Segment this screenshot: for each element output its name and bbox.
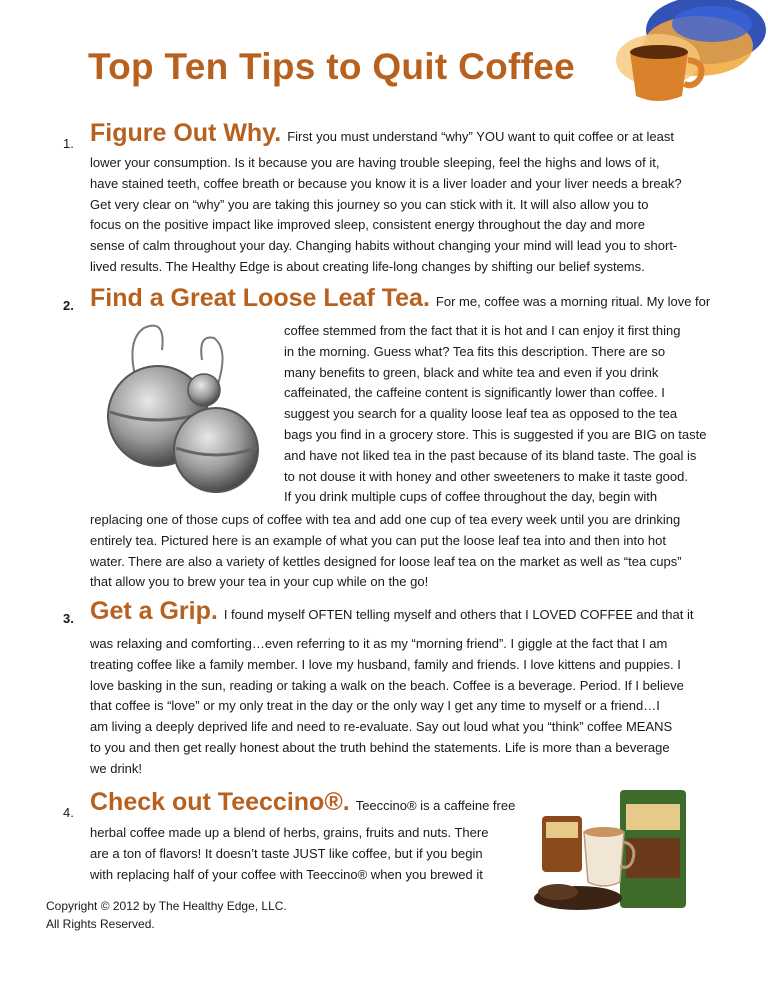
tip-1-number: 1. [63, 136, 74, 151]
tip-3-heading [90, 597, 693, 626]
tip-1-line: lower your consumption. Is it because you are having trouble sleeping, feel the highs and lows of it, [90, 155, 660, 170]
tip-2-title: Find a Great Loose Leaf Tea. [90, 284, 430, 312]
tip-3-line: love basking in the sun, reading or taking a walk on the beach. Coffee is a beverage. Period. If I believe [90, 677, 684, 693]
tip-2-side-body [284, 321, 744, 508]
tip-1-line: sense of calm throughout your day. Changing habits without changing your mind will lead you to short- [90, 238, 678, 254]
tip-3-line: am living a deeply deprived life and need to re-evaluate. Say out loud what you “think” coffee MEANS [90, 719, 673, 735]
rights-line: All Rights Reserved. [46, 917, 155, 931]
tip-1-line: lived results. The Healthy Edge is about creating life-long changes by shifting our belief systems. [90, 258, 645, 274]
tip-4-title: Check out Teeccino®. [90, 788, 350, 816]
tip-3-line: we drink! [90, 760, 143, 776]
copyright-footer [46, 897, 287, 933]
tip-1-line: have stained teeth, coffee breath or because you know it is a liver loader and your liver needs a break? [90, 175, 682, 191]
tip-2-lead: For me, coffee was a morning ritual. My love for [435, 294, 711, 309]
tip-3-line: that coffee is “love” or my only treat in the day or the only way I get any time to myself or a friend…I [90, 698, 660, 714]
tip-4-number: 4. [63, 805, 74, 820]
tip-2-side-line: caffeinated, the caffeine content is significantly lower than coffee. I [284, 385, 665, 401]
tip-3-lead: I found myself OFTEN telling myself and others that I LOVED COFFEE and that it [223, 607, 694, 622]
tip-2-side-line: If you drink multiple cups of coffee throughout the day, begin with [284, 489, 658, 505]
tip-2-side-line: to not douse it with honey and other sweeteners to make it taste good. [284, 468, 688, 484]
page-title: Top Ten Tips to Quit Coffee [88, 46, 576, 87]
tip-3-title: Get a Grip. [90, 597, 218, 625]
tip-2-side-line: and have not liked tea in the past because of its bland taste. The goal is [284, 447, 697, 463]
tip-1-body [90, 153, 740, 278]
coffee-cup-logo [588, 0, 768, 110]
teeccino-product-image [528, 786, 692, 916]
tip-1-line: Get very clear on “why” you are taking this journey so you can stick with it. It will also allow you to [90, 196, 649, 212]
tip-4-line: are a ton of flavors! It doesn’t taste JUST like coffee, but if you begin [90, 845, 483, 861]
tip-3-line: to you and then get really honest about the truth behind the statements. Life is more than a beverage [90, 739, 670, 755]
tip-2-line: entirely tea. Pictured here is an example of what you can put the loose leaf tea into and then into hot [90, 532, 666, 548]
tip-2-side-line: bags you find in a grocery store. This is suggested if you are BIG on taste [284, 426, 707, 442]
tip-3-line: treating coffee like a family member. I love my husband, family and friends. I love kittens and puppies. I [90, 656, 681, 672]
copyright-line: Copyright © 2012 by The Healthy Edge, LLC. [46, 899, 287, 913]
tip-2-side-line: coffee stemmed from the fact that it is hot and I can enjoy it first thing [284, 323, 681, 338]
tip-2-side-line: suggest you search for a quality loose leaf tea as opposed to the tea [284, 406, 678, 422]
tip-2-side-line: many benefits to green, black and white tea and even if you drink [284, 364, 659, 380]
tip-2-number: 2. [63, 298, 74, 313]
tea-infuser-image [96, 320, 264, 498]
tip-1-line: focus on the positive impact like improved sleep, consistent energy throughout the day and more [90, 217, 645, 233]
tip-4-line: with replacing half of your coffee with Teeccino® when you brewed it [90, 866, 483, 882]
tip-2-line: replacing one of those cups of coffee with tea and add one cup of tea every week until you are drinking [90, 512, 681, 527]
tip-3-body [90, 634, 740, 780]
tip-2-heading [90, 284, 710, 313]
tip-3-line: was relaxing and comforting…even referring to it as my “morning friend”. I giggle at the fact that I am [90, 636, 668, 651]
tip-1-title: Figure Out Why. [90, 119, 282, 147]
tip-1-lead: First you must understand “why” YOU want to quit coffee or at least [287, 129, 674, 144]
tip-2-line: that allow you to brew your tea in your cup while on the go! [90, 574, 429, 590]
tip-4-body [90, 823, 520, 885]
tip-4-lead: Teeccino® is a caffeine free [355, 798, 516, 813]
tip-2-side-line: in the morning. Guess what? Tea fits this description. There are so [284, 343, 666, 359]
tip-3-number: 3. [63, 611, 74, 626]
tip-4-heading [90, 788, 515, 817]
tip-2-line: water. There are also a variety of kettles designed for loose leaf tea on the market as well as “tea cups” [90, 553, 682, 569]
tip-1-heading [90, 119, 674, 148]
tip-2-body [90, 510, 740, 593]
tip-4-line: herbal coffee made up a blend of herbs, grains, fruits and nuts. There [90, 825, 489, 840]
